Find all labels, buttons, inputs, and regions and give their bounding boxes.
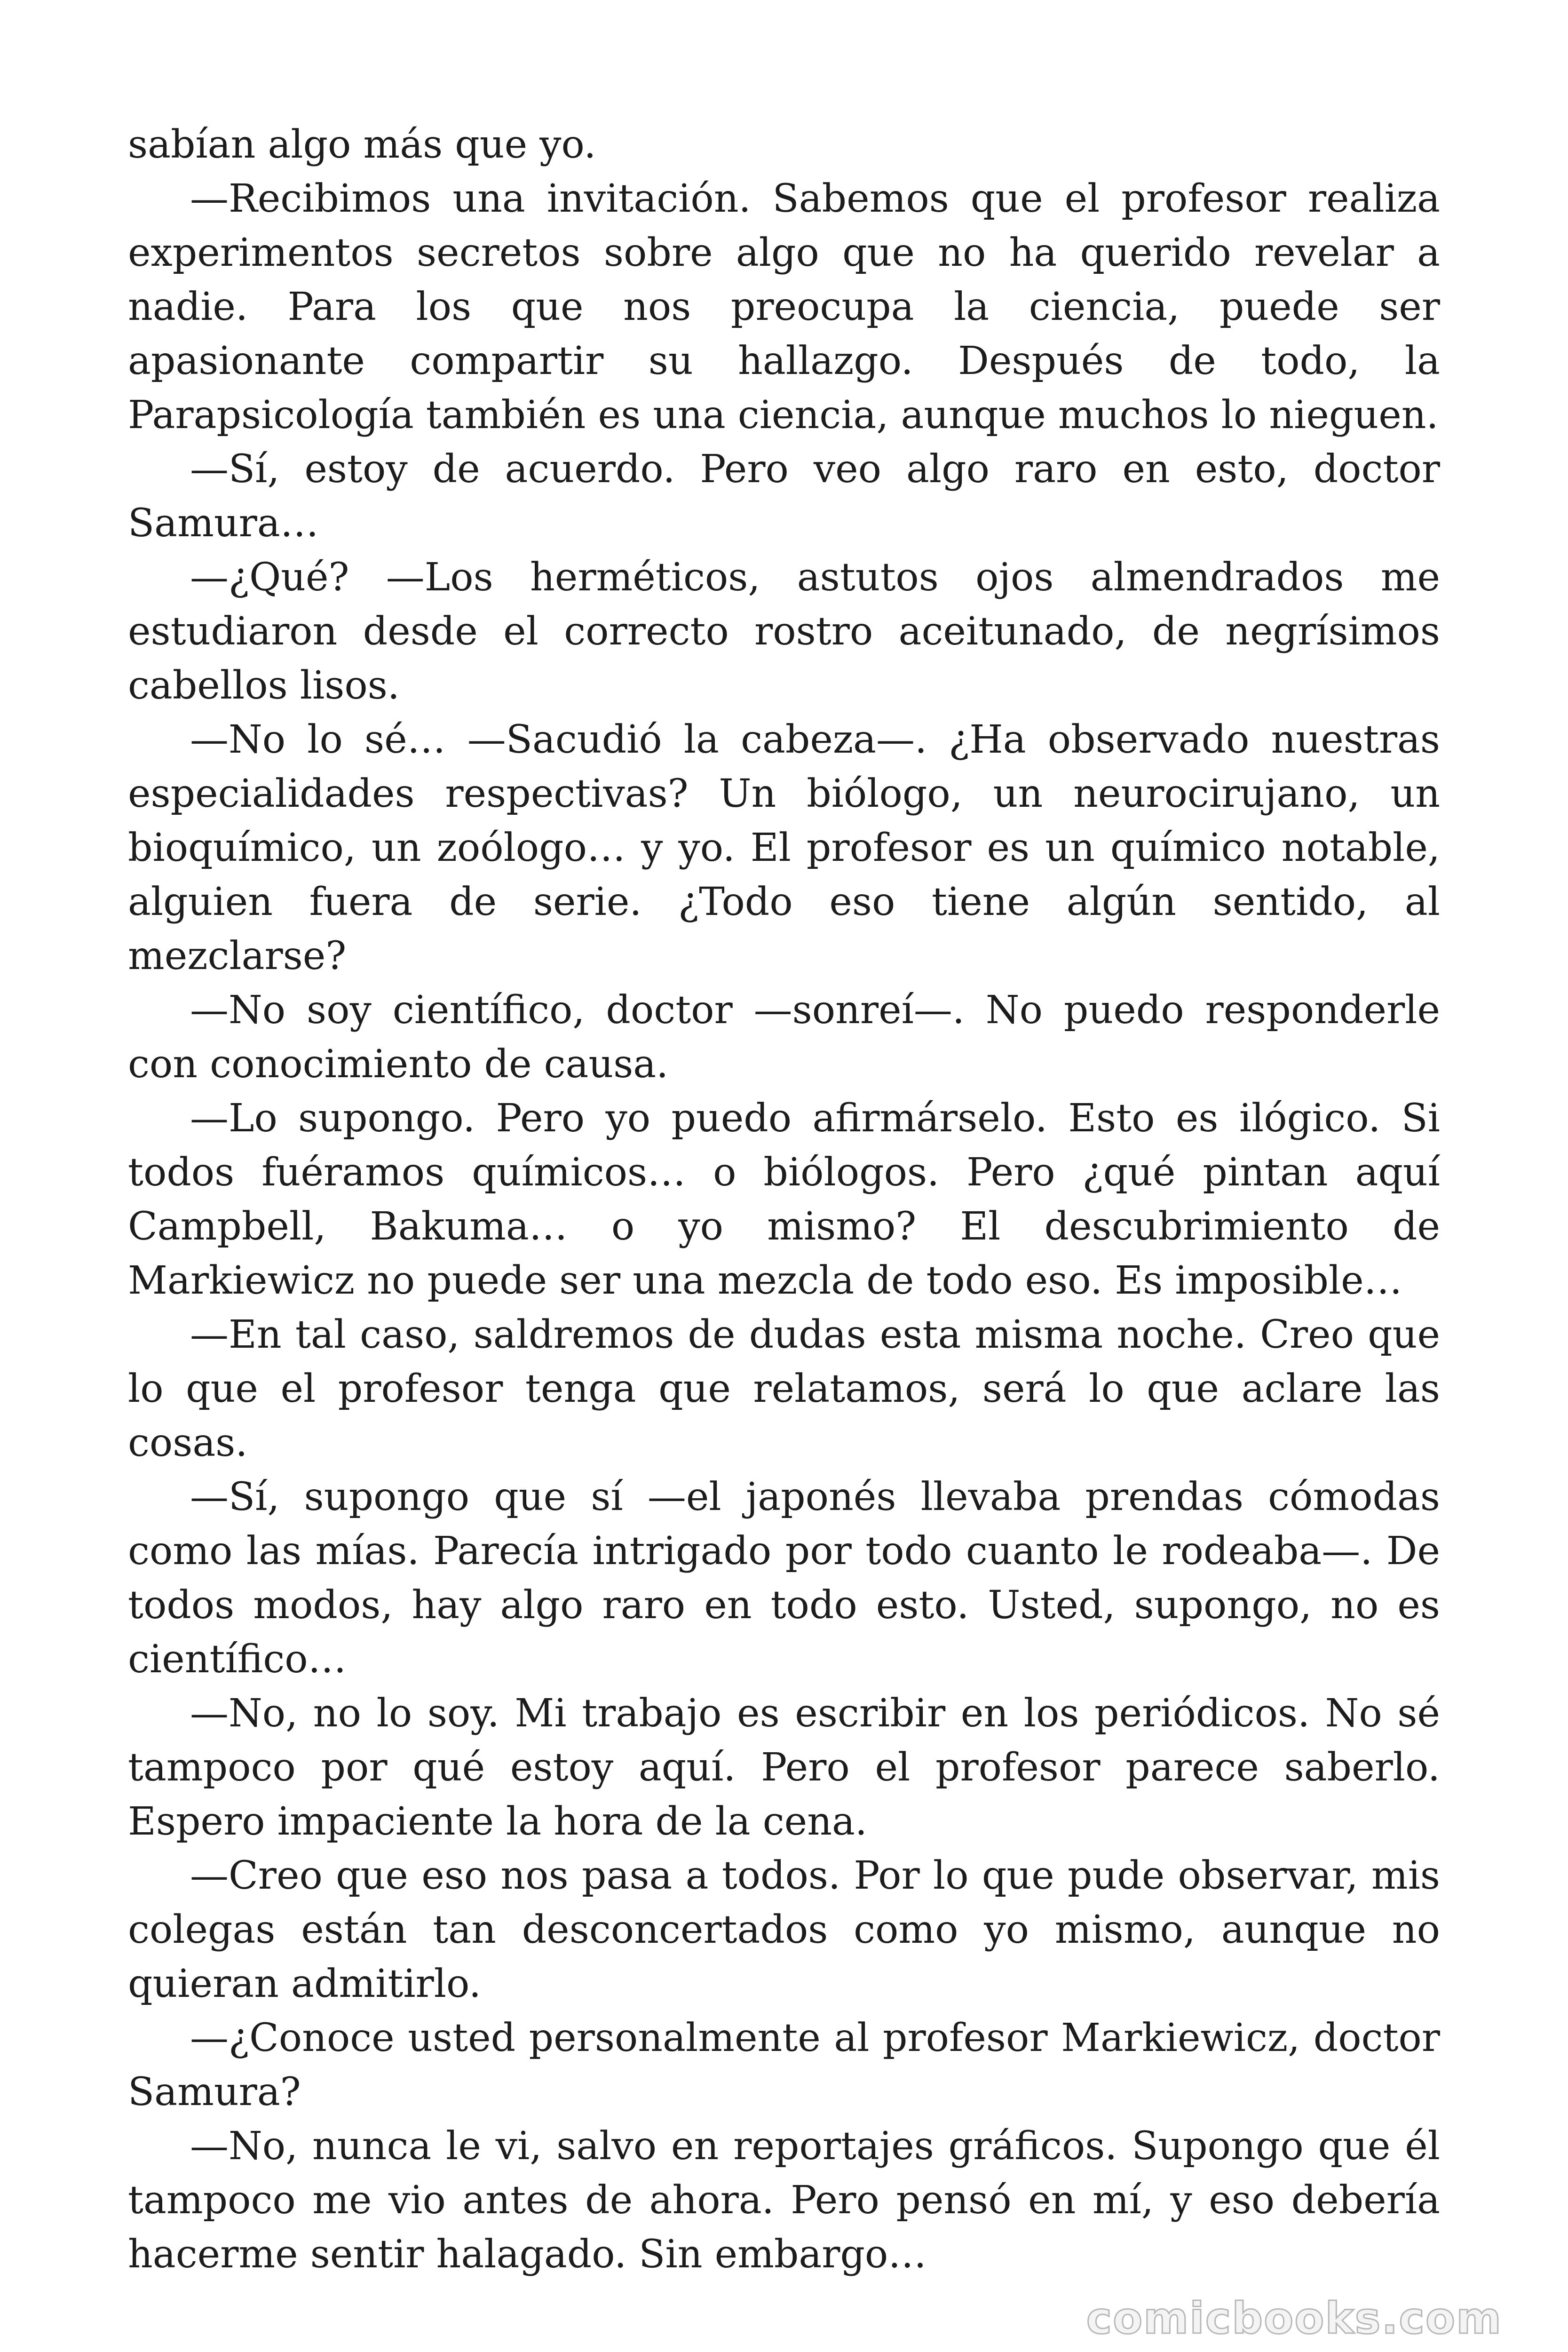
paragraph: —Sí, estoy de acuerdo. Pero veo algo raro en esto, doctor Samura… — [128, 447, 1440, 546]
paragraph: —Sí, supongo que sí —el japonés llevaba prendas cómodas como las mías. Parecía intrigado por todo cuanto le rodeaba—. De todos modos, hay algo raro en todo esto. Usted, supongo, no es científico… — [128, 1475, 1440, 1682]
paragraph: —En tal caso, saldremos de dudas esta misma noche. Creo que lo que el profesor tenga que relatamos, será lo que aclare las cosas. — [128, 1312, 1440, 1465]
paragraph: —No lo sé… —Sacudió la cabeza—. ¿Ha observado nuestras especialidades respectivas? Un biólogo, un neurocirujano, un bioquímico, un zoólogo… y yo. El profesor es un químico notable, alguien fuera de serie. ¿Todo eso tiene algún sentido, al mezclarse? — [128, 717, 1440, 978]
paragraph: —¿Qué? —Los herméticos, astutos ojos almendrados me estudiaron desde el correcto rostro aceitunado, de negrísimos cabellos lisos. — [128, 555, 1440, 708]
paragraph: sabían algo más que yo. — [128, 122, 596, 167]
paragraph: —Creo que eso nos pasa a todos. Por lo que pude observar, mis colegas están tan desconcertados como yo mismo, aunque no quieran admitirlo. — [128, 1853, 1440, 2006]
paragraph: —No, nunca le vi, salvo en reportajes gráficos. Supongo que él tampoco me vio antes de ahora. Pero pensó en mí, y eso debería hacerme sentir halagado. Sin embargo… — [128, 2124, 1440, 2277]
paragraph: —¿Conoce usted personalmente al profesor Markiewicz, doctor Samura? — [128, 2016, 1440, 2114]
book-page-text — [128, 118, 1440, 2281]
paragraph: —Lo supongo. Pero yo puedo afirmárselo. Esto es ilógico. Si todos fuéramos químicos… o biólogos. Pero ¿qué pintan aquí Campbell, Bakuma… o yo mismo? El descubrimiento de Markiewicz no puede ser una mezcla de todo eso. Es imposible… — [128, 1096, 1440, 1303]
paragraph: —No, no lo soy. Mi trabajo es escribir en los periódicos. No sé tampoco por qué estoy aquí. Pero el profesor parece saberlo. Espero impaciente la hora de la cena. — [128, 1691, 1440, 1844]
watermark-text: comicbooks.com — [1086, 2293, 1502, 2344]
paragraph: —No soy científico, doctor —sonreí—. No puedo responderle con conocimiento de causa. — [128, 988, 1440, 1087]
paragraph: —Recibimos una invitación. Sabemos que el profesor realiza experimentos secretos sobre algo que no ha querido revelar a nadie. Para los que nos preocupa la ciencia, puede ser apasionante compartir su hallazgo. Después de todo, la Parapsicología también es una ciencia, aunque muchos lo nieguen. — [128, 176, 1440, 437]
